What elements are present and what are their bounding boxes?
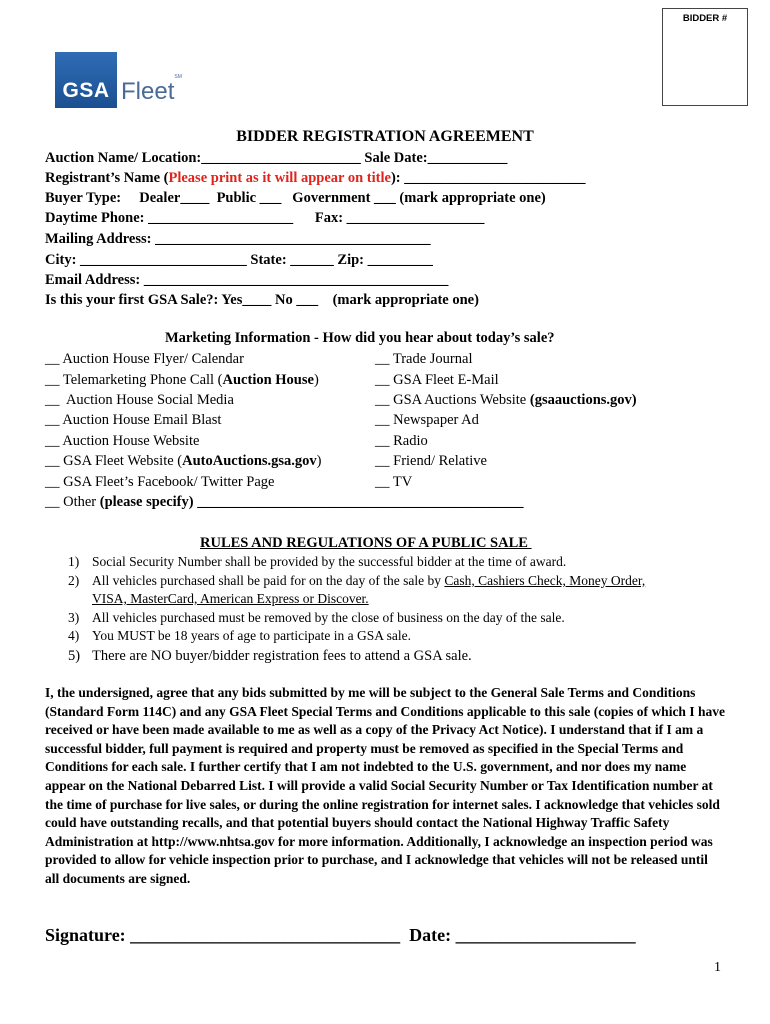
marketing-option: __ Newspaper Ad	[375, 412, 479, 428]
fleet-logo-text: Fleet	[121, 78, 175, 105]
first-sale-line: Is this your first GSA Sale?: Yes____ No ___ (mark appropriate one)	[45, 292, 479, 308]
rules-heading: RULES AND REGULATIONS OF A PUBLIC SALE	[200, 535, 532, 551]
rule-item: 5) There are NO buyer/bidder registration fees to attend a GSA sale.	[68, 648, 472, 664]
gsa-logo-text: GSA	[62, 79, 110, 102]
marketing-option: __ Friend/ Relative	[375, 453, 487, 469]
auction-name-line: Auction Name/ Location:______________________ Sale Date:___________	[45, 150, 508, 166]
bidder-number-label: BIDDER #	[682, 13, 728, 24]
bidder-number-box	[662, 8, 748, 106]
marketing-option: __ Trade Journal	[375, 351, 473, 367]
email-address-line: Email Address: __________________________________________	[45, 272, 449, 288]
buyer-type-line: Buyer Type: Dealer____ Public ___ Government ___ (mark appropriate one)	[45, 190, 546, 206]
rule-item: 3) All vehicles purchased must be removed by the close of business on the day of the sale.	[68, 610, 565, 625]
marketing-option: __ Auction House Social Media	[45, 392, 234, 408]
marketing-option: __ GSA Auctions Website (gsaauctions.gov)	[375, 392, 637, 408]
gsa-logo-box	[55, 52, 117, 108]
marketing-option: __ Telemarketing Phone Call (Auction House)	[45, 372, 319, 388]
rule-item-continuation: VISA, MasterCard, American Express or Discover.	[92, 591, 369, 606]
gsa-fleet-logo	[55, 52, 182, 108]
registrant-name-line	[45, 170, 586, 187]
city-line: City: _______________________ State: ______ Zip: _________	[45, 252, 433, 268]
mailing-address-line: Mailing Address: ______________________________________	[45, 231, 431, 247]
rule-item: 1) Social Security Number shall be provided by the successful bidder at the time of award.	[68, 554, 567, 569]
marketing-option: __ GSA Fleet Website (AutoAuctions.gsa.gov)	[45, 453, 322, 469]
marketing-option: __ Auction House Email Blast	[45, 412, 222, 428]
marketing-option: __ GSA Fleet’s Facebook/ Twitter Page	[45, 474, 275, 490]
marketing-other-line: __ Other (please specify) _____________________________________________	[45, 494, 524, 510]
marketing-option: __ Auction House Flyer/ Calendar	[45, 351, 244, 367]
page-number: 1	[714, 960, 721, 975]
marketing-heading: Marketing Information - How did you hear about today’s sale?	[165, 330, 555, 346]
marketing-option: __ GSA Fleet E-Mail	[375, 372, 499, 388]
rule-item: 4) You MUST be 18 years of age to participate in a GSA sale.	[68, 628, 411, 643]
registrant-suffix: ): _________________________	[390, 170, 586, 186]
agreement-paragraph: I, the undersigned, agree that any bids submitted by me will be subject to the General Sale Terms and Conditions (Standard Form 114C) and any GSA Fleet Special Terms and Conditions applicable to this sale (copies of which I have received or have been made available to me as well as a copy of the Privacy Act Notice). I understand that if I am a successful bidder, full payment is required and property must be removed as specified in the Special Terms and Conditions for each sale. I further certify that I am not indebted to the U.S. government, and nor does my name appear on the National Debarred List. I will provide a valid Social Security Number or Tax Identification number at the time of purchase for live sales, or during the online registration for internet sales. I acknowledge that vehicles sold could have outstanding recalls, and that potential buyers should contact the National Highway Traffic Safety Administration at http://www.nhtsa.gov for more information. Additionally, I acknowledge an inspection period was provided to allow for vehicle inspection prior to purchase, and I acknowledge that vehicles will not be released until all documents are signed.	[45, 685, 725, 886]
daytime-phone-line: Daytime Phone: ____________________ Fax: ___________________	[45, 210, 485, 226]
marketing-option: __ Auction House Website	[45, 433, 200, 449]
registrant-instruction: Please print as it will appear on title	[168, 170, 391, 186]
rule-item: 2) All vehicles purchased shall be paid for on the day of the sale by Cash, Cashiers Check, Money Order,	[68, 573, 646, 588]
registrant-prefix: Registrant’s Name (	[45, 170, 169, 186]
marketing-option: __ Radio	[375, 433, 428, 449]
logo-service-mark: SM	[174, 74, 182, 80]
page-title: BIDDER REGISTRATION AGREEMENT	[236, 128, 534, 145]
marketing-option: __ TV	[375, 474, 413, 490]
signature-date-line: Signature: ______________________________ Date: ____________________	[45, 925, 636, 945]
